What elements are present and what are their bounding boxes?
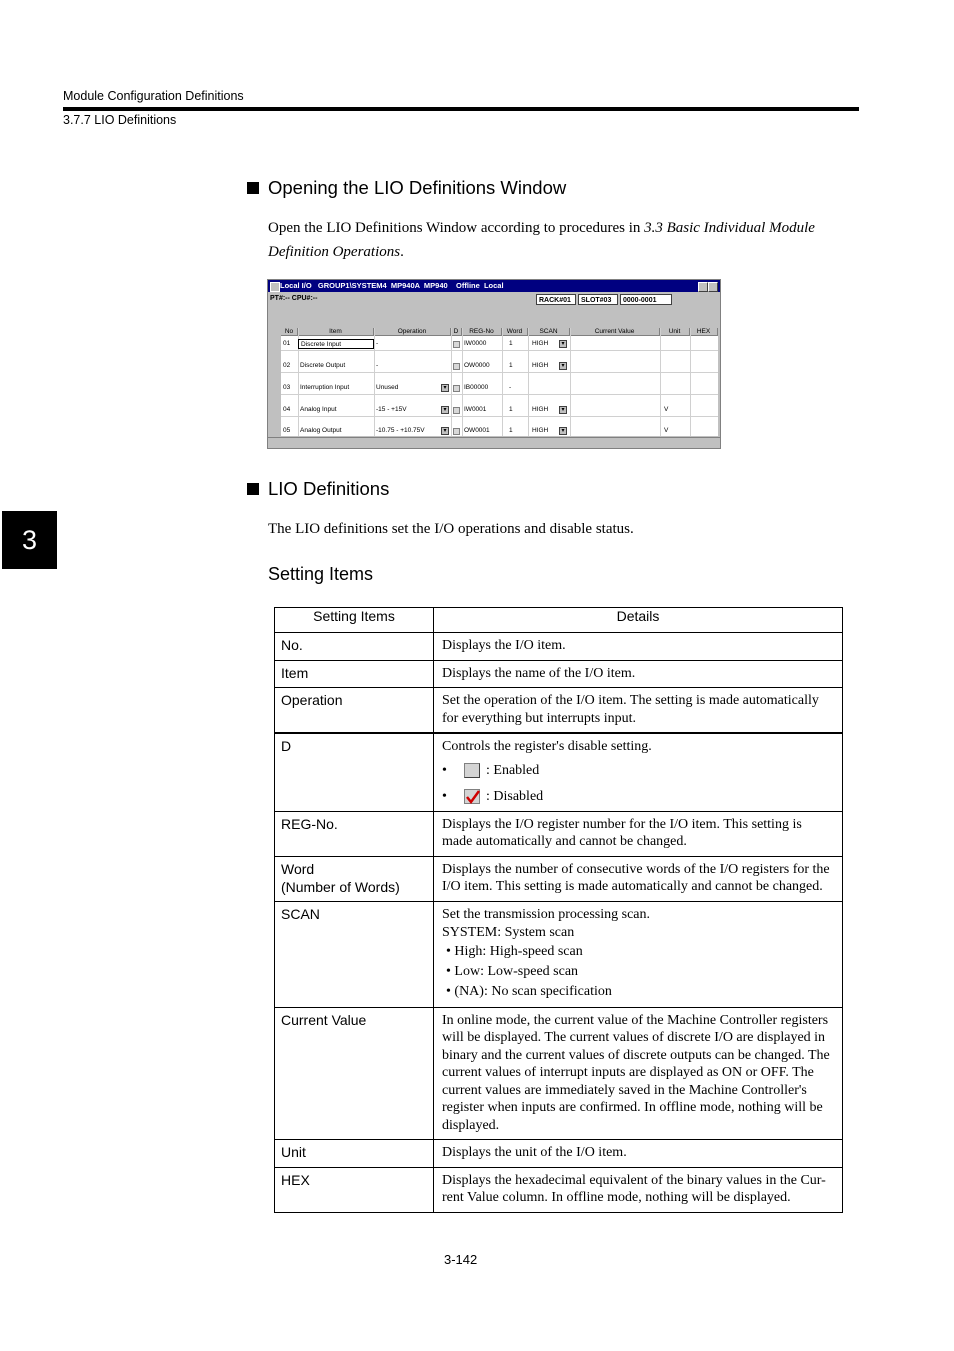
row-scan[interactable]: HIGH bbox=[532, 340, 549, 347]
heading-text: Opening the LIO Definitions Window bbox=[268, 177, 567, 198]
row-item[interactable]: Discrete Output bbox=[300, 362, 346, 369]
table-row bbox=[275, 901, 843, 1007]
row-reg: IW0001 bbox=[464, 406, 487, 413]
scan-bullet: • (NA): No scan specification bbox=[446, 983, 612, 999]
window-system-icon[interactable] bbox=[270, 282, 280, 292]
bullet-text: : Disabled bbox=[486, 789, 544, 804]
item-detail bbox=[434, 733, 843, 811]
item-detail: Displays the I/O item. bbox=[434, 633, 843, 661]
scan-dropdown-icon[interactable]: ▾ bbox=[559, 427, 567, 435]
item-detail bbox=[434, 901, 843, 1007]
row-reg: OW0000 bbox=[464, 362, 490, 369]
disable-checkbox[interactable] bbox=[453, 341, 460, 348]
item-name: D bbox=[275, 733, 434, 811]
disable-checkbox[interactable] bbox=[453, 428, 460, 435]
running-header-section: Module Configuration Definitions bbox=[63, 89, 244, 103]
table-row bbox=[275, 1167, 843, 1212]
item-name: HEX bbox=[275, 1167, 434, 1212]
item-name bbox=[275, 856, 434, 901]
row-operation[interactable]: - bbox=[376, 340, 379, 347]
heading-text: LIO Definitions bbox=[268, 478, 390, 499]
col-header-details: Details bbox=[434, 608, 843, 633]
lio-window-screenshot bbox=[267, 279, 721, 449]
grid-row-line bbox=[281, 372, 718, 373]
para-text-end: . bbox=[400, 244, 404, 260]
row-no: 02 bbox=[283, 362, 291, 369]
heading-opening-window bbox=[247, 177, 566, 199]
disable-checkbox[interactable] bbox=[453, 363, 460, 370]
chapter-tab: 3 bbox=[2, 511, 57, 569]
table-row bbox=[275, 1007, 843, 1140]
item-detail: In online mode, the current value of the Machine Controller registers will be displayed. The current values of discrete I/O are displayed in binary and the current values of discrete outputs can be changed. The current values of interrupt inputs are displayed as ON or OFF. The current values are immediately saved in the Machine Controller's register when inputs are confirmed. In offline mode, nothing will be displayed. bbox=[434, 1007, 843, 1140]
operation-dropdown-icon[interactable]: ▾ bbox=[441, 384, 449, 392]
scan-dropdown-icon[interactable]: ▾ bbox=[559, 362, 567, 370]
item-name-line: Word bbox=[281, 860, 315, 877]
square-bullet-icon bbox=[247, 182, 259, 194]
lio-paragraph: The LIO definitions set the I/O operations and disable status. bbox=[268, 521, 634, 537]
row-item[interactable]: Interruption Input bbox=[300, 384, 350, 391]
row-no: 05 bbox=[283, 427, 291, 434]
item-name: No. bbox=[275, 633, 434, 661]
item-name: Operation bbox=[275, 688, 434, 734]
row-operation[interactable]: Unused bbox=[376, 384, 399, 391]
item-name: SCAN bbox=[275, 901, 434, 1007]
grid-row-line bbox=[281, 394, 718, 395]
scan-dropdown-icon[interactable]: ▾ bbox=[559, 340, 567, 348]
row-no: 01 bbox=[283, 340, 291, 347]
col-header-unit: Unit bbox=[660, 328, 690, 336]
row-word: 1 bbox=[509, 362, 513, 369]
col-header-setting-items: Setting Items bbox=[275, 608, 434, 633]
row-scan[interactable]: HIGH bbox=[532, 362, 549, 369]
table-header-row bbox=[275, 608, 843, 633]
row-unit: V bbox=[664, 406, 669, 413]
row-scan[interactable]: HIGH bbox=[532, 427, 549, 434]
row-no: 04 bbox=[283, 406, 291, 413]
scan-line: Set the transmission processing scan. bbox=[442, 906, 651, 922]
row-item[interactable]: Analog Output bbox=[300, 427, 342, 434]
row-word: 1 bbox=[509, 406, 513, 413]
row-reg: OW0001 bbox=[464, 427, 490, 434]
col-header-current: Current Value bbox=[570, 328, 660, 336]
col-header-item: Item bbox=[298, 328, 374, 336]
horizontal-scrollbar[interactable] bbox=[268, 437, 720, 448]
row-item[interactable]: Analog Input bbox=[300, 406, 337, 413]
bullet-dot: • bbox=[442, 762, 447, 778]
scan-dropdown-icon[interactable]: ▾ bbox=[559, 406, 567, 414]
item-name: REG-No. bbox=[275, 811, 434, 856]
square-bullet-icon bbox=[247, 483, 259, 495]
item-name: Unit bbox=[275, 1140, 434, 1168]
grid-row-line bbox=[281, 416, 718, 417]
disable-checkbox[interactable] bbox=[453, 407, 460, 414]
item-detail: Displays the hexadecimal equivalent of the binary values in the Cur-rent Value column. In offline mode, nothing will be displayed. bbox=[434, 1167, 843, 1212]
item-detail: Displays the I/O register number for the I/O item. This setting is made automatically and cannot be changed. bbox=[434, 811, 843, 856]
operation-dropdown-icon[interactable]: ▾ bbox=[441, 406, 449, 414]
table-row bbox=[275, 856, 843, 901]
item-detail: Displays the unit of the I/O item. bbox=[434, 1140, 843, 1168]
col-header-word: Word bbox=[502, 328, 528, 336]
row-operation[interactable]: - bbox=[376, 362, 379, 369]
table-row bbox=[275, 660, 843, 688]
setting-items-table bbox=[274, 607, 843, 1213]
running-header-subsection: 3.7.7 LIO Definitions bbox=[63, 113, 177, 127]
table-row bbox=[275, 811, 843, 856]
grid-row-line bbox=[281, 350, 718, 351]
col-header-hex: HEX bbox=[690, 328, 718, 336]
col-header-scan: SCAN bbox=[528, 328, 570, 336]
window-title: Local I/O GROUP1\SYSTEM4 MP940A MP940 Offline Local bbox=[280, 281, 504, 290]
table-row bbox=[275, 733, 843, 811]
col-header-reg: REG-No bbox=[462, 328, 502, 336]
cross-reference: 3.3 Basic Individual Module Definition Operations bbox=[268, 220, 815, 260]
row-scan[interactable]: HIGH bbox=[532, 406, 549, 413]
bullet-text: : Enabled bbox=[486, 762, 540, 778]
row-item-selected[interactable]: Discrete Input bbox=[298, 339, 374, 349]
col-header-d: D bbox=[451, 328, 462, 336]
col-header-no: No bbox=[281, 328, 298, 336]
scan-bullet: • Low: Low-speed scan bbox=[446, 963, 579, 979]
lio-grid bbox=[281, 328, 718, 436]
page-number: 3-142 bbox=[444, 1252, 478, 1267]
row-reg: IB00000 bbox=[464, 384, 489, 391]
disable-checkbox[interactable] bbox=[453, 385, 460, 392]
operation-dropdown-icon[interactable]: ▾ bbox=[441, 427, 449, 435]
item-detail: Displays the name of the I/O item. bbox=[434, 660, 843, 688]
table-row bbox=[275, 633, 843, 661]
row-unit: V bbox=[664, 427, 669, 434]
col-header-operation: Operation bbox=[374, 328, 451, 336]
checked-box-icon bbox=[464, 789, 480, 804]
grid-vline bbox=[528, 328, 529, 436]
bullet-enabled bbox=[442, 762, 834, 780]
pt-cpu-label: PT#:-- CPU#:-- bbox=[270, 295, 318, 302]
table-row bbox=[275, 1140, 843, 1168]
scan-line: SYSTEM: System scan bbox=[442, 924, 575, 940]
item-name: Current Value bbox=[275, 1007, 434, 1140]
row-operation[interactable]: -15 - +15V bbox=[376, 406, 407, 413]
header-rule bbox=[63, 107, 859, 111]
item-name: Item bbox=[275, 660, 434, 688]
row-word: 1 bbox=[509, 340, 513, 347]
item-detail: Displays the number of consecutive words of the I/O registers for the I/O item. This setting is made automatically and cannot be changed. bbox=[434, 856, 843, 901]
row-word: - bbox=[509, 384, 512, 391]
grid-vline bbox=[502, 328, 503, 436]
minimize-icon[interactable] bbox=[698, 282, 708, 292]
item-name-line: (Number of Words) bbox=[281, 878, 400, 895]
d-detail-text: Controls the register's disable setting. bbox=[442, 739, 652, 754]
row-operation[interactable]: -10.75 - +10.75V bbox=[376, 427, 425, 434]
unchecked-box-icon bbox=[464, 763, 480, 778]
slot-field: SLOT#03 bbox=[578, 294, 618, 305]
bullet-dot: • bbox=[442, 789, 447, 804]
opening-paragraph bbox=[268, 216, 860, 264]
heading-lio-definitions bbox=[247, 478, 389, 500]
bullet-disabled bbox=[442, 788, 834, 806]
item-detail: Set the operation of the I/O item. The setting is made automatically for everything but interrupts input. bbox=[434, 688, 843, 734]
scan-bullet: • High: High-speed scan bbox=[446, 943, 583, 959]
maximize-icon[interactable] bbox=[708, 282, 718, 292]
row-reg: IW0000 bbox=[464, 340, 487, 347]
grid-vline bbox=[690, 328, 691, 436]
range-field: 0000-0001 bbox=[620, 294, 672, 305]
para-text: Open the LIO Definitions Window according to procedures in bbox=[268, 220, 645, 236]
rack-field: RACK#01 bbox=[536, 294, 576, 305]
grid-vline bbox=[451, 328, 452, 436]
row-no: 03 bbox=[283, 384, 291, 391]
row-word: 1 bbox=[509, 427, 513, 434]
setting-items-heading: Setting Items bbox=[268, 564, 374, 584]
info-bar bbox=[268, 293, 720, 308]
table-row bbox=[275, 688, 843, 734]
grid-vline bbox=[660, 328, 661, 436]
grid-vline bbox=[570, 328, 571, 436]
window-title-bar bbox=[268, 280, 720, 292]
